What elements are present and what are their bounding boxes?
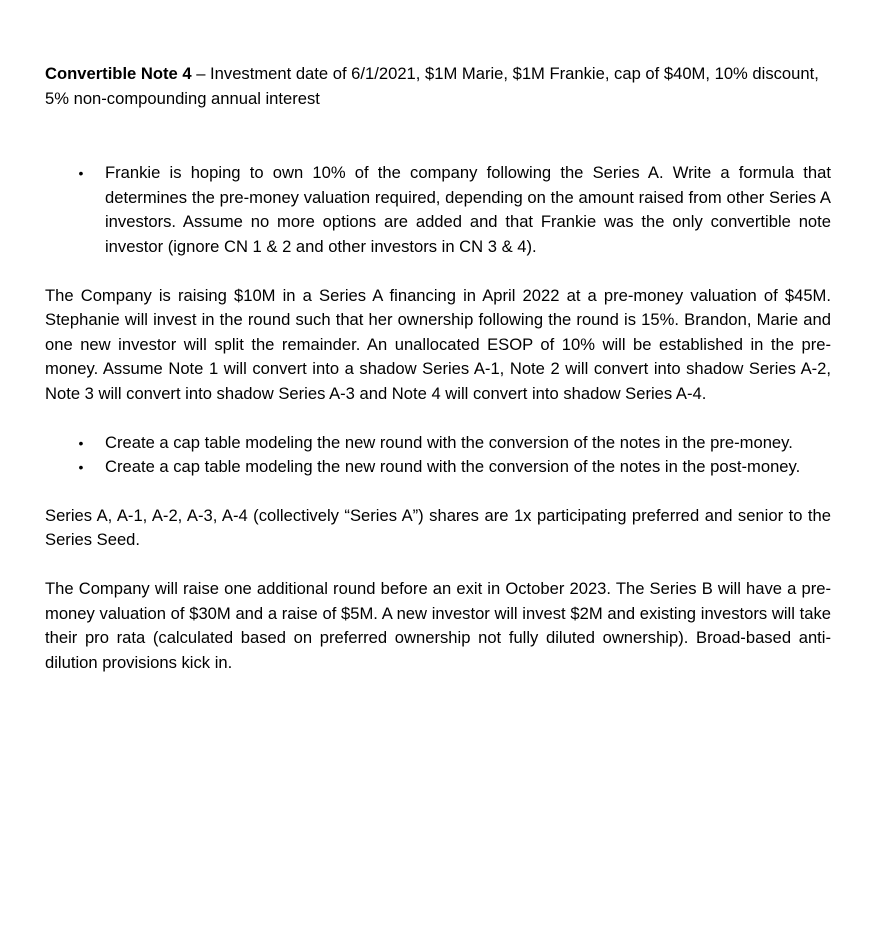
preferred-terms-paragraph: Series A, A-1, A-2, A-3, A-4 (collectively “Series A”) shares are 1x participating preferred and senior to the Series Seed. <box>45 505 831 550</box>
list-item-text: Create a cap table modeling the new round with the conversion of the notes in the post-money. <box>105 457 801 477</box>
list-item <box>45 455 831 480</box>
convertible-note-4-details: – Investment date of 6/1/2021, $1M Marie, $1M Frankie, cap of $40M, 10% discount, 5% non-compounding annual interest <box>45 64 819 108</box>
list-item-text: Frankie is hoping to own 10% of the company following the Series A. Write a formula that determines the pre-money valuation required, depending on the amount raised from other Series A investors. Assume no more options are added and that Frankie was the only convertible note investor (ignore CN 1 & 2 and other investors in CN 3 & 4). <box>105 163 831 256</box>
list-item <box>45 161 831 259</box>
cap-table-task-list <box>45 431 831 480</box>
list-item-text: Create a cap table modeling the new round with the conversion of the notes in the pre-money. <box>105 432 793 452</box>
spacer <box>45 480 831 504</box>
convertible-note-4-paragraph <box>45 62 831 111</box>
bullet-icon: • <box>78 459 84 476</box>
bullet-icon: • <box>78 165 84 182</box>
spacer <box>45 260 831 284</box>
convertible-note-4-title: Convertible Note 4 <box>45 64 192 83</box>
spacer <box>45 553 831 577</box>
spacer <box>45 111 831 161</box>
series-b-paragraph: The Company will raise one additional round before an exit in October 2023. The Series B will have a pre-money valuation of $30M and a raise of $5M. A new investor will invest $2M and existing investors will take their pro rata (calculated based on preferred ownership not fully diluted ownership). Broad-based anti-dilution provisions kick in. <box>45 578 831 672</box>
spacer <box>45 407 831 431</box>
bullet-icon: • <box>78 434 84 451</box>
frankie-question-list <box>45 161 831 259</box>
series-a-paragraph: The Company is raising $10M in a Series A financing in April 2022 at a pre-money valuation of $45M. Stephanie will invest in the round such that her ownership following the round is 15%. Brandon, Marie and one new investor will split the remainder. An unallocated ESOP of 10% will be established in the pre-money. Assume Note 1 will convert into a shadow Series A-1, Note 2 will convert into shadow Series A-2, Note 3 will convert into shadow Series A-3 and Note 4 will convert into shadow Series A-4. <box>45 285 831 403</box>
list-item <box>45 431 831 456</box>
document-page <box>45 62 831 675</box>
